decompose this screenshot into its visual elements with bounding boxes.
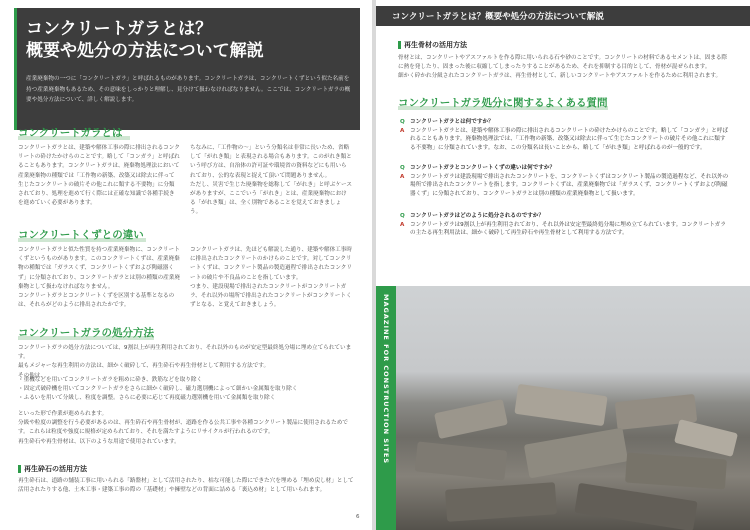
rubble-piece [445,482,557,522]
running-header-title: コンクリートガラとは？概要や処分の方法について解説 [392,12,604,22]
disposal-steps-list [18,376,358,404]
faq-item [400,164,730,198]
rubble-piece [434,399,508,439]
right-page [376,0,750,530]
faq-answer: コンクリートガラとは、建築や解体工事の際に排出されるコンクリートの砕けたかけらのことです。略して「コンガラ」と呼ばれることもあります。廃棄物処理法では、「工作物の新築、改築又は除去に伴って生じたコンクリートの破片その他これに類する不要物」に分類されています。なお、この分類名は長いことから、略して「がれき類」と呼ばれるのが一般的です。 [410,127,729,151]
list-item: ・固定式破砕機を用いてコンクリートガラをさらに細かく破砕し、磁力選別機によって細かい金属類を取り除く [18,386,298,393]
rubble-piece [514,384,607,426]
subheading-recycled-aggregate: 再生骨材の活用方法 [398,40,467,50]
subsection-body-recycled-crushed-stone: 再生砕石は、道路の舗装工事に用いられる「路盤材」として活用されたり、枯な可能した際にできた穴を埋める「埋め戻し材」として活用されたりする他、土木工事・建築工事の際の「基礎材」や擁壁などの背面に詰める「裏込め材」として用いられます。 [18,478,354,494]
faq-question: コンクリートガラとコンクリートくずの違いは何ですか？ [410,165,556,171]
question-mark-label: Q [400,119,405,125]
section-body-what-is-col1: コンクリートガラとは、建築や解体工事の際に排出されるコンクリートの砕けたかけらのことです。略して「コンガラ」と呼ばれることもあります。コンクリートガラは、廃棄物処理法において産業廃棄物の種類では「工作物の新築、改築又は除去に伴って生じたコンクリートの破片その他これに類する不要物」に分類されており、処理を進めて行く際には正確な知識で各種手続きを進めていく必要があります。 [18,145,180,207]
section-heading-what-is: コンクリートガラとは [18,127,123,139]
faq-item [400,212,730,238]
section-body-what-is-col2: ちなみに、「工作物の～」という分類名は非常に長いため、省略して「がれき類」と表現される場合もあります。このがれき類という呼び方は、自治体の許可証や環境省の資料などにも用いられており、公的な表現と捉えて頂いて問題ありません。 ただし、災害で生じた廃棄物を総称して「がれき」と呼ぶケースがありますが、ここでいう「がれき」とは、産業廃棄物における「がれき類」は、全く別物であることを覚えておきましょう。 [190,145,352,216]
left-page [0,0,372,530]
answer-mark-label: A [400,221,405,228]
magazine-side-stripe [376,286,396,530]
section-body-difference-col1: コンクリートガラと似た性質を持つ産業廃棄物に、コンクリートくずというものがあります。このコンクリートくずは、産業廃棄物の種類では「ガラスくず、コンクリートくずおよび陶磁器くず」に分類されており、コンクリートガラとは別の種類の産業廃棄物として扱わなければなりません。 コンクリートガラとコンクリートくずを区別する基準となるのは、それらがどのように排出されたかです。 [18,247,180,309]
section-body-difference-col2: コンクリートガラは、先ほども解説した通り、建築や解体工事時に排出されたコンクリートのかけらのことです。対してコンクリートくずは、コンクリート製品の製造過程で排出されたコンクリートの破片や不良品のことを指しています。 つまり、建設現場で排出されたコンクリートがコンクリートガラ、それ以外の場所で排出されたコンクリートがコンクリートくずとなる、と覚えておきましょう。 [190,247,352,309]
page-number: 6 [356,514,360,520]
list-item: ・重機などを用いてコンクリートガラを粗めに砕き、鉄筋などを取り除く [18,377,203,383]
page-title: コンクリートガラとは？ 概要や処分の方法について解説 [26,19,264,61]
faq-answer: コンクリートガラは9割以上が再生利用されており、それ以外は安定型最終処分場に埋め立てられています。コンクリートガラの主たる再生利用法は、細かく破砕して再生砕石や再生骨材として利用する方法です。 [410,221,726,237]
faq-answer: コンクリートガラは建設現場で排出されたコンクリートを、コンクリートくずはコンクリート製品の製造過程など、それ以外の場所で排出されたコンクリートを指します。コンクリートくずは、産業廃棄物では「ガラスくず、コンクリートくずおよび陶磁器くず」に分類されており、コンクリートガラとは別の種類の産業廃棄物として扱います。 [410,173,729,197]
faq-item [400,118,730,152]
hero-banner [14,8,360,130]
rubble-piece [524,428,628,479]
faq-heading: コンクリートガラ処分に関するよくある質問 [398,97,608,109]
question-mark-label: Q [400,213,405,219]
answer-mark-label: A [400,173,405,180]
section-heading-disposal: コンクリートガラの処分方法 [18,327,154,339]
question-mark-label: Q [400,165,405,171]
magazine-label: MAGAZINE FOR CONSTRUCTION SITES [382,294,390,465]
concrete-rubble-photo [376,286,750,530]
faq-question: コンクリートガラはどのように処分されるのですか？ [410,213,544,219]
rubble-piece [625,453,727,490]
subsection-body-recycled-aggregate: 骨材とは、コンクリートやアスファルトを作る際に用いられる石や砂のことです。コンクリートの材料であるセメントは、固まる際に熱を発したり、固まった後に収縮してしまったりすることがあるため、それを抑制する目的として、骨材が混ぜられます。 細かく砕かれ分級されたコンクリートガラは、再生骨材として、新しいコンクリートやアスファルトを作るために利用されます。 [398,55,728,80]
faq-question: コンクリートガラとは何ですか？ [410,119,494,125]
section-body-disposal-outro: といった形で作業が進められます。 分級や粒度の調整を行う必要があるのは、再生砕石や再生骨材が、道路を作る公共工事や各種コンクリート製品に使用されるためです。これらは粒度や強度に規格が定められており、それを満たすようにリサイクルが行われるのです。 再生砕石や再生骨材は、以下のような用途で使用されています。 [18,411,348,445]
rubble-piece [574,483,697,530]
rubble-piece [674,419,738,457]
lead-text: 産業廃棄物の一つに「コンクリートガラ」と呼ばれるものがあります。コンクリートガラは、コンクリートくずという似た名前を持つ産業廃棄物もあるため、その意味をしっかりと理解し、見分けて扱わなければなりません。ここでは、コンクリートガラの概要や処分方法について、詳しく解説します。 [26,76,351,103]
running-header-bar [376,6,750,26]
rubble-piece [415,441,508,480]
answer-mark-label: A [400,127,405,134]
section-body-disposal-intro: コンクリートガラの処分方法については、9割以上が再生利用されており、それ以外のものが安定型最終処分場に埋め立てられています。 最もメジャーな再生利用の方法は、細かく破砕して、再生砕石や再生骨材として利用する方法です。 その他は、 [18,345,352,379]
subheading-recycled-crushed-stone: 再生砕石の活用方法 [18,464,87,474]
section-heading-difference: コンクリートくずとの違い [18,229,144,241]
list-item: ・ふるいを用いて分級し、粒度を調整。さらに必要に応じて再度磁力選別機を用いて金属類を取り除く [18,395,276,402]
